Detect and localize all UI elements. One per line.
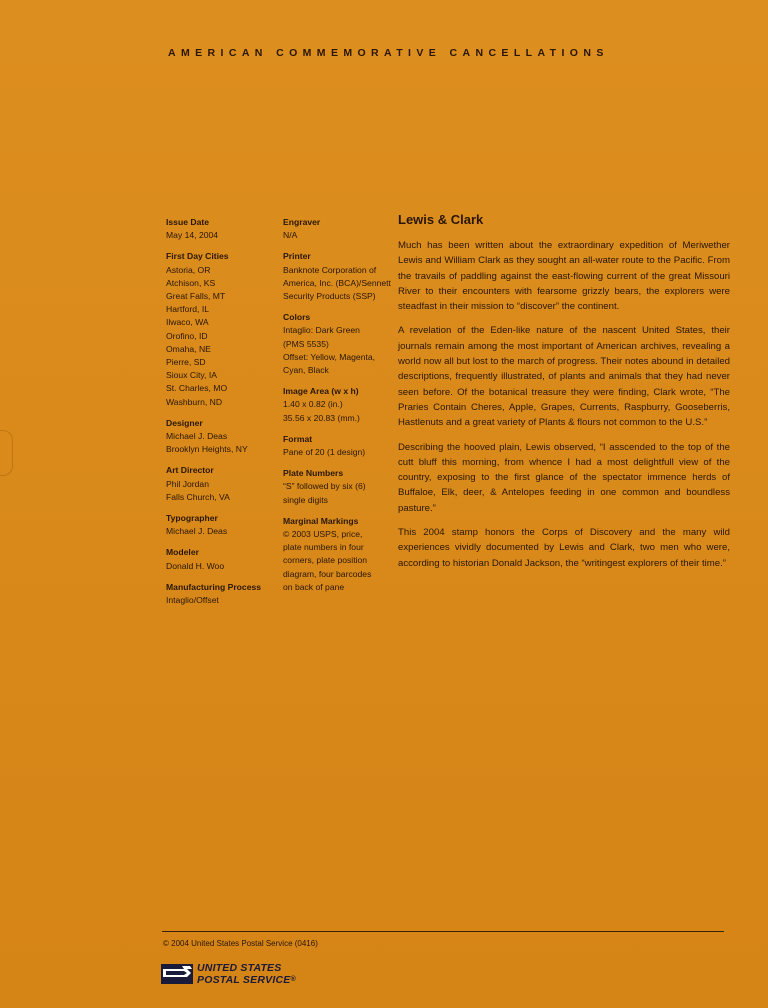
spec-label: Modeler (166, 547, 199, 558)
series-title: AMERICAN COMMEMORATIVE CANCELLATIONS (168, 47, 609, 59)
usps-wordmark-line1: UNITED STATES (197, 962, 282, 974)
spec-format (283, 433, 391, 459)
spec-label: Image Area (w x h) (283, 386, 359, 397)
spec-value: “S” followed by six (6) single digits (283, 481, 366, 505)
article-body (398, 238, 730, 580)
spec-label: Art Director (166, 465, 214, 476)
spec-art-director (166, 464, 276, 504)
spec-first-day-cities (166, 250, 276, 408)
specs-column-right (283, 216, 391, 602)
spec-label: First Day Cities (166, 251, 229, 262)
spec-marginal-markings (283, 515, 391, 594)
page-edge-notch (0, 430, 13, 476)
spec-value: Pane of 20 (1 design) (283, 447, 366, 458)
spec-label: Plate Numbers (283, 468, 344, 479)
specs-column-left (166, 216, 276, 615)
spec-value: Phil Jordan Falls Church, VA (166, 478, 230, 502)
spec-value: Banknote Corporation of America, Inc. (BCA)/Sennett Security Products (SSP) (283, 264, 391, 302)
spec-value: 1.40 x 0.82 (in.) 35.56 x 20.83 (mm.) (283, 399, 360, 423)
spec-value: Intaglio/Offset (166, 595, 219, 606)
article-paragraph: A revelation of the Eden-like nature of the nascent United States, their journals remain among the most important of American archives, revealing a world now all but lost to the march of progress. Their notes abound in detailed descriptions, frequently illustrated, of plants and animals that they had never seen before. Of the botanical treasure they were finding, Clark wrote, “The Praries Contain Cheres, Apple, Grapes, Currents, Raspburry, Gooseberris, Hastlenuts and a great variety of Plants & flours not common to the U.S.” (398, 325, 730, 429)
usps-wordmark (197, 962, 296, 986)
spec-modeler (166, 546, 276, 572)
spec-issue-date (166, 216, 276, 242)
spec-printer (283, 250, 391, 303)
spec-value: Donald H. Woo (166, 560, 225, 571)
article-title: Lewis & Clark (398, 212, 484, 227)
spec-manufacturing-process (166, 581, 276, 607)
spec-colors (283, 311, 391, 377)
spec-value: Michael J. Deas (166, 526, 228, 537)
spec-label: Typographer (166, 513, 218, 524)
spec-engraver (283, 216, 391, 242)
article-paragraph: Much has been written about the extraordinary expedition of Meriwether Lewis and William Clark as they sought an all-water route to the Pacific. From the travails of paddling against the east-flowing current of the great Missouri River to their encounters with fearsome grizzly bears, the explorers were steadfast in their mission to “discover” the continent. (398, 240, 730, 313)
article-paragraph: Describing the hooved plain, Lewis observed, “I asscended to the top of the cutt bluff this morning, from whence I had a most delightfull view of the country, exposing to the first glance of the spectator immence herds of Buffaloe, Elk, deer, & Antelopes feeding in one common and boundless pasture.” (398, 441, 730, 514)
usps-wordmark-line2 (197, 974, 296, 986)
spec-designer (166, 417, 276, 457)
spec-label: Designer (166, 417, 203, 428)
spec-label: Colors (283, 312, 311, 323)
spec-value: Astoria, OR Atchison, KS Great Falls, MT Hartford, IL Ilwaco, WA Orofino, ID Omaha, NE Pierre, SD Sioux City, IA St. Charles, MO Washburn, ND (166, 264, 228, 407)
eagle-logo-icon (160, 960, 194, 986)
footer-divider (162, 931, 724, 932)
spec-label: Issue Date (166, 217, 209, 227)
spec-label: Printer (283, 251, 311, 262)
spec-label: Manufacturing Process (166, 581, 262, 592)
registered-mark: ® (290, 976, 296, 983)
spec-label: Format (283, 433, 313, 444)
spec-typographer (166, 512, 276, 538)
spec-value: Michael J. Deas Brooklyn Heights, NY (166, 431, 248, 455)
spec-plate-numbers (283, 467, 391, 507)
spec-label: Engraver (283, 217, 321, 227)
usps-wordmark-line2-text: POSTAL SERVICE (197, 974, 291, 986)
spec-label: Marginal Markings (283, 515, 359, 526)
copyright-notice: © 2004 United States Postal Service (0416) (163, 939, 318, 948)
spec-value: May 14, 2004 (166, 230, 219, 241)
spec-image-area (283, 385, 391, 425)
spec-value: Intaglio: Dark Green (PMS 5535) Offset: Yellow, Magenta, Cyan, Black (283, 325, 376, 376)
spec-value: © 2003 USPS, price, plate numbers in four corners, plate position diagram, four barcodes on back of pane (283, 529, 372, 592)
spec-value: N/A (283, 230, 298, 241)
article-paragraph: This 2004 stamp honors the Corps of Discovery and the many wild experiences vividly documented by Lewis and Clark, two men who were, according to historian Donald Jackson, the “writingest explorers of their time.” (398, 527, 730, 569)
